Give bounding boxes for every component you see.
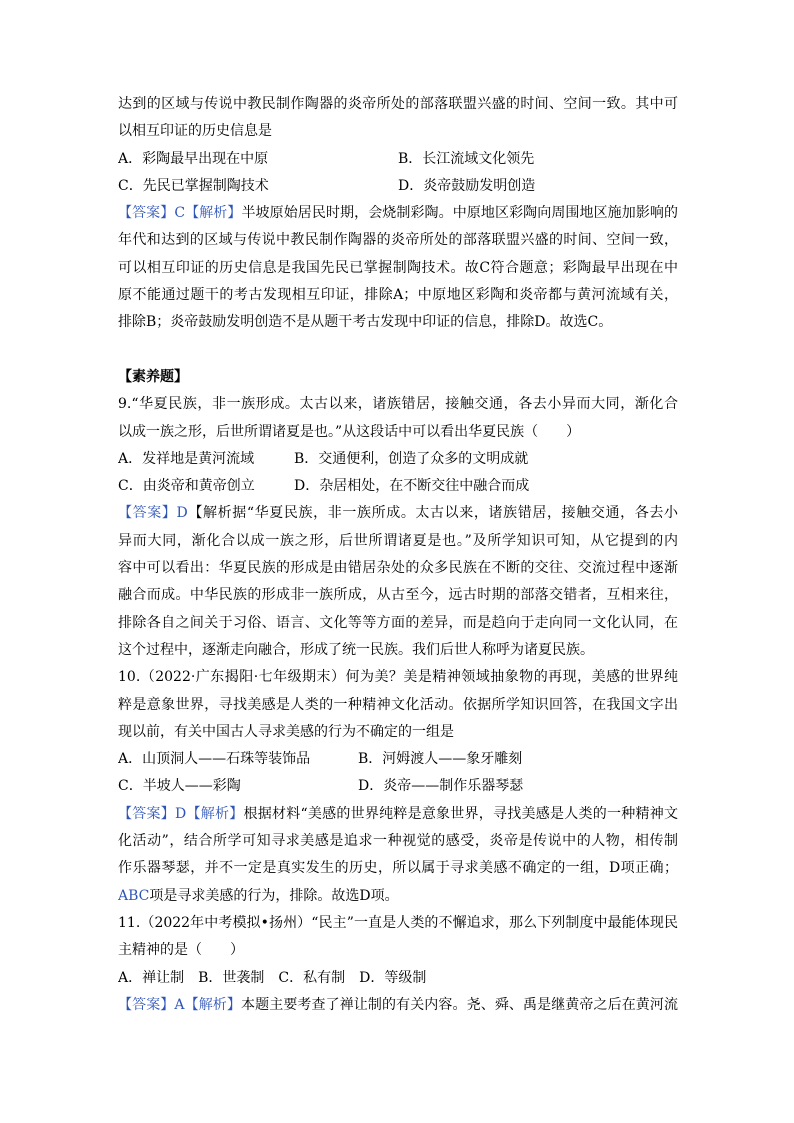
q8-options-row (118, 146, 678, 173)
q11-stem-line: 主精神的是（ ） (118, 942, 244, 959)
q9-stem-line: 以成一族之形，后世所谓诸夏是也。”从这段话中可以看出华夏民族（ ） (118, 423, 581, 440)
q8-analysis-line: 原不能通过题干的考古发现相互印证，排除A；中原地区彩陶和炎帝都与黄河流域有关， (118, 287, 678, 304)
section-title: 【素养题】 (118, 368, 188, 385)
analysis-text: 项是寻求美感的行为，排除。故选D项。 (149, 887, 399, 904)
q10-stem-line: 现以前，有关中国古人寻求美感的行为不确定的一组是 (118, 723, 454, 740)
q8-stem-line: 以相互印证的历史信息是 (118, 123, 272, 140)
q9-options-row (118, 473, 678, 500)
q9-option-c: C．由炎帝和黄帝创立 (118, 478, 255, 495)
document-content (118, 91, 678, 1019)
q8-option-b: B．长江流域文化领先 (398, 150, 535, 167)
q8-option-a: A．彩陶最早出现在中原 (118, 150, 269, 167)
q8-analysis-line: 年代和达到的区域与传说中教民制作陶器的炎帝所处的部落联盟兴盛的时间、空间一致， (118, 232, 678, 249)
q8-analysis-line: 排除B；炎帝鼓励发明创造不是从题干考古发现中印证的信息，排除D。故选C。 (118, 314, 613, 331)
spacer (118, 337, 678, 364)
q8-option-d: D．炎帝鼓励发明创造 (398, 177, 536, 194)
q11-analysis-line (118, 992, 678, 1019)
q9-analysis-line (118, 500, 678, 527)
answer-tag: 【答案】D (118, 505, 188, 522)
q10-analysis-line (118, 883, 678, 910)
q10-stem-line: 10.（2022·广东揭阳·七年级期末）何为美？美是精神领域抽象物的再现，美感的世界纯 (118, 669, 678, 686)
q9-options-row (118, 446, 678, 473)
q9-option-a: A．发祥地是黄河流域 (118, 450, 255, 467)
q9-analysis-line: 这个过程中，逐渐走向融合，形成了统一民族。我们后世人称呼为诸夏民族。 (118, 641, 594, 658)
analysis-text: 本题主要考查了禅让制的有关内容。尧、舜、禹是继黄帝之后在黄河流 (241, 996, 678, 1013)
q10-options-row (118, 773, 678, 800)
analysis-text: 【解析据“华夏民族，非一族所成。太古以来，诸族错居，接触交通，各去小 (187, 505, 678, 522)
answer-tag: 【答案】D【解析】 (118, 805, 244, 822)
q10-option-a: A．山顶洞人——石珠等装饰品 (118, 751, 311, 768)
answer-tag: 【答案】A【解析】 (118, 996, 242, 1013)
q11-options-row: A．禅让制 B．世袭制 C．私有制 D．等级制 (118, 969, 427, 986)
answer-tag: 【答案】C【解析】 (118, 205, 242, 222)
q8-analysis-line: 可以相互印证的历史信息是我国先民已掌握制陶技术。故C符合题意；彩陶最早出现在中 (118, 259, 678, 276)
q10-option-b: B．河姆渡人——象牙雕刻 (358, 751, 523, 768)
q8-analysis-line (118, 200, 678, 227)
q10-analysis-line (118, 801, 678, 828)
q10-analysis-line: 化活动”，结合所学可知寻求美感是追求一种视觉的感受，炎帝是传说中的人物，相传制 (118, 833, 678, 850)
q9-stem-line: 9.“华夏民族，非一族形成。太古以来，诸族错居，接触交通，各去小异而大同，渐化合 (118, 396, 678, 413)
q9-analysis-line: 排除各自之间关于习俗、语言、文化等等方面的差异，而是趋向于走向同一文化认同，在 (118, 614, 678, 631)
q10-options-row (118, 746, 678, 773)
q8-stem-line: 达到的区域与传说中教民制作陶器的炎帝所处的部落联盟兴盛的时间、空间一致。其中可 (118, 96, 678, 112)
q10-option-c: C．半坡人——彩陶 (118, 778, 241, 795)
analysis-text: 半坡原始居民时期，会烧制彩陶。中原地区彩陶向周围地区施加影响的 (241, 205, 678, 222)
q8-options-row (118, 173, 678, 200)
q10-option-d: D．炎帝——制作乐器琴瑟 (358, 778, 524, 795)
q9-analysis-line: 融合而成。中华民族的形成非一族所成，从古至今，远古时期的部落交错者，互相来往， (118, 587, 678, 604)
q9-option-b: B．交通便利，创造了众多的文明成就 (294, 450, 529, 467)
analysis-text: 根据材料“美感的世界纯粹是意象世界，寻找美感是人类的一种精神文 (243, 805, 678, 822)
q9-option-d: D．杂居相处，在不断交往中融合而成 (294, 478, 530, 495)
q11-stem-line: 11.（2022年中考模拟•扬州）“民主”一直是人类的不懈追求，那么下列制度中最能体现民 (118, 914, 678, 931)
q8-option-c: C．先民已掌握制陶技术 (118, 177, 269, 194)
q10-stem-line: 粹是意象世界，寻找美感是人类的一种精神文化活动。依据所学知识回答，在我国文字出 (118, 696, 678, 713)
answer-options-ref: ABC (118, 887, 150, 904)
q9-analysis-line: 容中可以看出：华夏民族的形成是由错居杂处的众多民族在不断的交往、交流过程中逐渐 (118, 560, 678, 577)
q10-analysis-line: 作乐器琴瑟，并不一定是真实发生的历史，所以属于寻求美感不确定的一组，D项正确； (118, 860, 678, 877)
q9-analysis-line: 异而大同，渐化合以成一族之形，后世所谓诸夏是也。”及所学知识可知，从它提到的内 (118, 532, 678, 549)
